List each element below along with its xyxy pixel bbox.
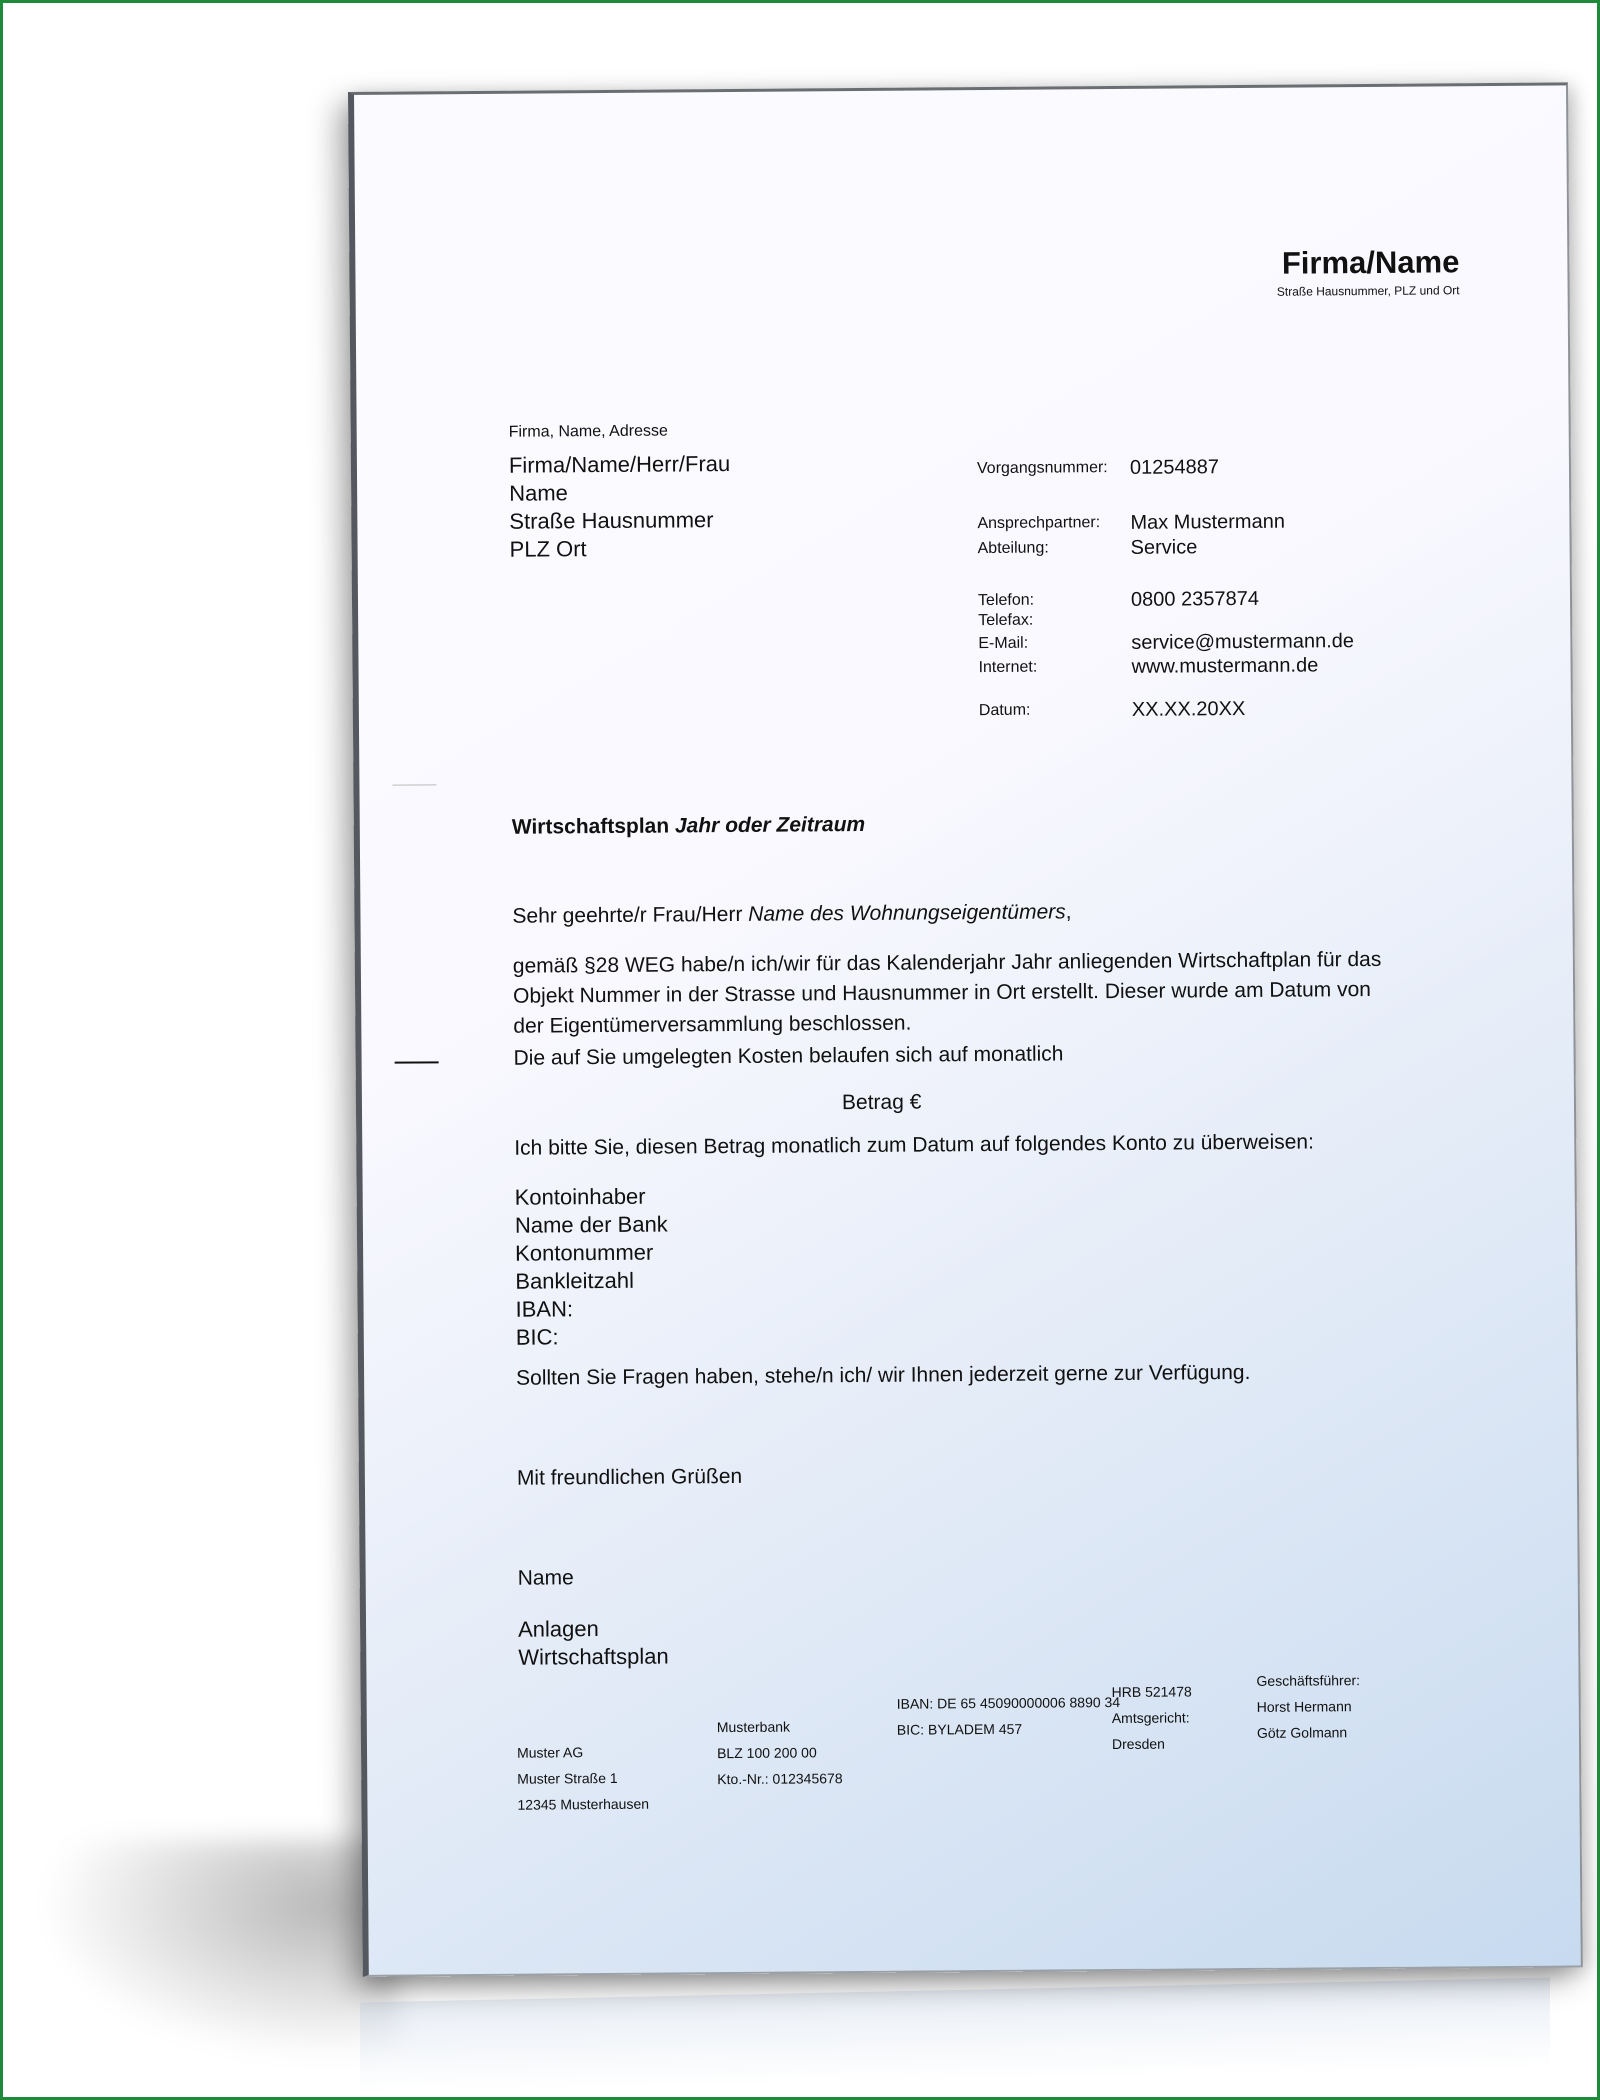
footer-line: Geschäftsführer: [1256,1672,1361,1689]
recipient-line: Firma/Name/Herr/Frau [508,451,731,478]
footer-management [1256,1667,1360,1746]
email-link[interactable]: service@mustermann.de [1131,630,1355,654]
footer-line: Musterbank [716,1718,791,1736]
subject-italic: Jahr oder Zeitraum [674,812,866,838]
salutation-prefix: Sehr geehrte/r Frau/Herr [512,902,749,928]
footer-line: IBAN: DE 65 45090000006 8890 34 [896,1693,1121,1712]
attachments-heading: Anlagen [517,1616,599,1642]
footer-line: Muster AG [516,1744,584,1761]
footer-line: Kto.-Nr.: 012345678 [717,1770,843,1788]
info-value: XX.XX.20XX [1131,697,1246,721]
footer-company [517,1739,649,1818]
info-label: Telefax: [978,611,1034,630]
footer-line: Dresden [1111,1735,1165,1753]
footer-line: BLZ 100 200 00 [716,1744,817,1762]
info-value: 0800 2357874 [1130,587,1260,611]
footer-iban [897,1689,1121,1743]
info-row-abteilung [977,536,1438,559]
subject-bold: Wirtschaftsplan [511,814,676,839]
recipient-line: Name [509,480,568,506]
footer-line: Horst Hermann [1256,1698,1352,1715]
footer-line: HRB 521478 [1111,1683,1192,1701]
letter-subject [512,813,866,840]
paragraph-plan [513,945,1382,1042]
company-address: Straße Hausnummer, PLZ und Ort [1276,283,1460,299]
bank-line: Name der Bank [514,1211,668,1238]
closing-greeting: Mit freundlichen Grüßen [516,1464,743,1490]
page-shadow [40,1840,400,2060]
amount: Betrag € [841,1090,922,1115]
info-row-datum [978,697,1439,721]
footer-bank [717,1713,843,1792]
page-reflection [360,1978,1550,2093]
fold-mark-upper [392,784,436,785]
bank-line: BIC: [515,1324,559,1350]
bank-line: Bankleitzahl [515,1267,635,1294]
info-row-vorgangsnummer [976,456,1437,479]
info-label: Datum: [978,701,1031,720]
info-row-telefon [977,587,1438,611]
paragraph-transfer: Ich bitte Sie, diesen Betrag monatlich zum Datum auf folgendes Konto zu überweisen: [514,1130,1314,1160]
paragraph-line: gemäß §28 WEG habe/n ich/wir für das Kalenderjahr Jahr anliegenden Wirtschaftplan für das [512,947,1382,978]
info-row-internet [978,654,1438,678]
info-label: Internet: [978,658,1038,677]
footer-line: Götz Golmann [1256,1724,1348,1741]
bank-details [515,1183,669,1352]
paragraph-costs: Die auf Sie umgelegten Kosten belaufen sich auf monatlich [513,1042,1064,1070]
footer-line: Amtsgericht: [1111,1709,1190,1727]
bank-line: Kontonummer [515,1239,654,1266]
attachment-item: Wirtschaftsplan [518,1643,669,1670]
info-label: Ansprechpartner: [977,514,1101,533]
info-value: 01254887 [1129,456,1220,479]
salutation [512,897,1071,931]
info-label: Telefon: [977,591,1035,610]
info-value: Service [1130,536,1198,559]
info-value: Max Mustermann [1130,510,1285,534]
paragraph-line: der Eigentümerversammlung beschlossen. [513,1011,912,1038]
info-row-email [978,630,1438,654]
salutation-suffix: , [1065,900,1072,924]
bank-line: IBAN: [515,1296,574,1322]
info-label: Vorgangsnummer: [976,459,1108,478]
recipient-line: PLZ Ort [509,536,587,562]
signature-name: Name [517,1566,574,1590]
sender-line: Firma, Name, Adresse [508,422,668,441]
info-label: Abteilung: [977,539,1049,558]
attachments [518,1615,669,1672]
info-label: E-Mail: [978,634,1029,653]
footer-register [1111,1678,1192,1757]
footer-line: 12345 Musterhausen [517,1795,650,1813]
website-link[interactable]: www.mustermann.de [1131,654,1319,678]
letter-page [348,82,1583,1977]
fold-mark-middle [395,1061,439,1063]
salutation-name: Name des Wohnungseigentümers [748,900,1066,926]
footer-line: Muster Straße 1 [517,1769,618,1787]
paragraph-line: Objekt Nummer in der Strasse und Hausnummer in Ort erstellt. Dieser wurde am Datum von [513,977,1371,1008]
company-name: Firma/Name [1281,244,1460,281]
recipient-address [509,450,731,564]
paragraph-questions: Sollten Sie Fragen haben, stehe/n ich/ wir Ihnen jederzeit gerne zur Verfügung. [516,1360,1251,1390]
info-row-ansprechpartner [977,510,1437,534]
recipient-line: Straße Hausnummer [509,507,714,534]
footer-line: BIC: BYLADEM 457 [896,1720,1023,1738]
bank-line: Kontoinhaber [514,1183,646,1210]
